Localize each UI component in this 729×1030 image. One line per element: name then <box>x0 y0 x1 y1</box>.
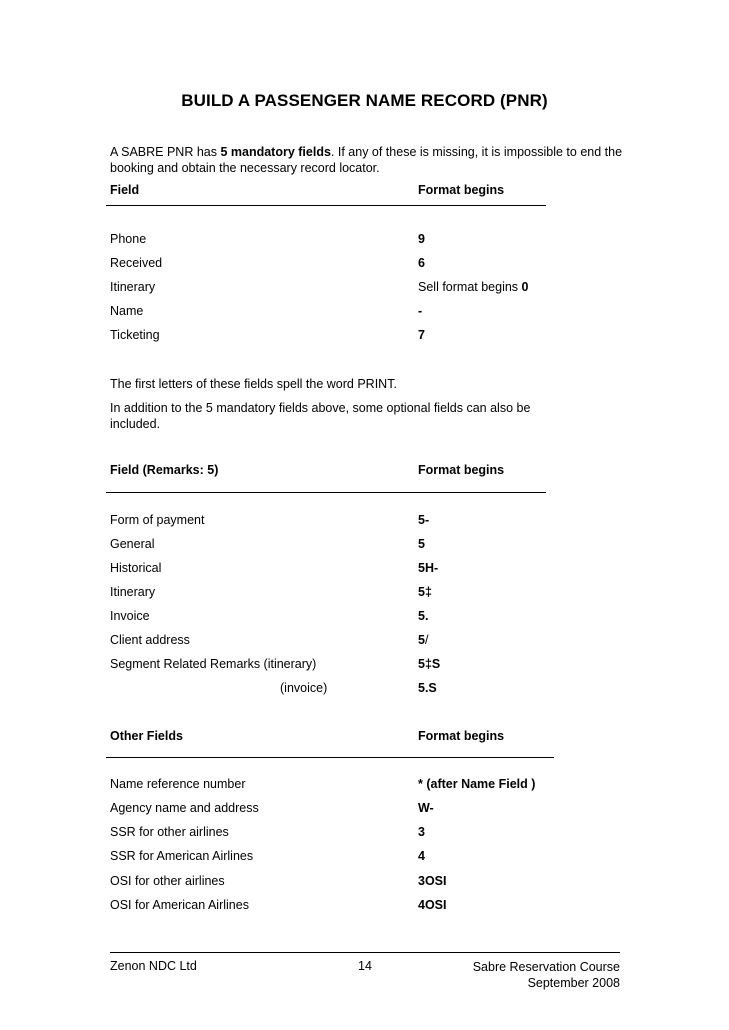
remarks-header <box>110 463 550 481</box>
table-row <box>110 232 550 250</box>
row-field: SSR for other airlines <box>110 825 229 839</box>
row-format: 5. <box>418 609 429 623</box>
row-format: 5H- <box>418 561 439 575</box>
footer-date: September 2008 <box>527 976 620 990</box>
table-row <box>110 256 550 274</box>
row-field: Name <box>110 304 144 318</box>
table-row <box>110 328 550 346</box>
other-header-field: Other Fields <box>110 729 183 743</box>
row-format: 4 <box>418 849 425 863</box>
row-field: Phone <box>110 232 147 246</box>
remarks-header-field: Field (Remarks: 5) <box>110 463 219 477</box>
table-row <box>110 304 550 322</box>
row-format: 6 <box>418 256 425 270</box>
note-optional: In addition to the 5 mandatory fields above, some optional fields can also be included. <box>110 401 531 431</box>
footer-company: Zenon NDC Ltd <box>110 959 197 973</box>
row-field: Name reference number <box>110 777 246 791</box>
table-row <box>110 849 550 867</box>
table-row <box>110 513 550 531</box>
table-row <box>110 801 550 819</box>
table-row <box>110 609 550 627</box>
row-field: Invoice <box>110 609 150 623</box>
row-format: 5 <box>418 537 425 551</box>
row-field: General <box>110 537 155 551</box>
row-format: 3OSI <box>418 874 447 888</box>
table-row <box>110 874 550 892</box>
row-field: Itinerary <box>110 585 156 599</box>
mandatory-header-rule <box>106 205 546 206</box>
row-field: SSR for American Airlines <box>110 849 254 863</box>
row-format-prefix: Sell format begins <box>418 280 522 294</box>
mandatory-header-format: Format begins <box>418 183 505 197</box>
row-field: (invoice) <box>280 681 328 695</box>
intro-text-start: A SABRE PNR has <box>110 145 221 159</box>
row-field: Historical <box>110 561 162 575</box>
row-format: 7 <box>418 328 425 342</box>
row-format: * (after Name Field ) <box>418 777 536 791</box>
page-number: 14 <box>358 959 372 973</box>
mandatory-header-field: Field <box>110 183 140 197</box>
row-format: 5.S <box>418 681 437 695</box>
footer-course-info <box>473 959 620 991</box>
row-field: OSI for other airlines <box>110 874 225 888</box>
row-field: Itinerary <box>110 280 156 294</box>
table-row <box>110 585 550 603</box>
remarks-header-rule <box>106 492 546 493</box>
row-format: 5‡ <box>418 585 432 599</box>
table-row <box>110 898 550 916</box>
table-row <box>110 681 550 699</box>
row-field: Segment Related Remarks (itinerary) <box>110 657 317 671</box>
other-header-format: Format begins <box>418 729 505 743</box>
row-field: Agency name and address <box>110 801 259 815</box>
row-format: 5‡S <box>418 657 441 671</box>
row-format-suffix: / <box>424 633 429 647</box>
row-format-code: 5 <box>418 633 425 647</box>
intro-text-end: . If any of these is missing, it is impossible to end the booking and obtain the necessary record locator. <box>110 145 623 175</box>
table-row <box>110 537 550 555</box>
other-header <box>110 729 550 747</box>
intro-paragraph <box>110 144 630 176</box>
table-row <box>110 280 550 298</box>
row-format <box>418 633 428 647</box>
footer-course: Sabre Reservation Course <box>472 960 620 974</box>
mandatory-header <box>110 183 550 201</box>
table-row <box>110 825 550 843</box>
table-row <box>110 633 550 651</box>
row-field: Received <box>110 256 163 270</box>
table-row <box>110 561 550 579</box>
row-format: W- <box>418 801 434 815</box>
row-field: Ticketing <box>110 328 160 342</box>
page-title: BUILD A PASSENGER NAME RECORD (PNR) <box>181 91 548 110</box>
row-field: OSI for American Airlines <box>110 898 249 912</box>
remarks-header-format: Format begins <box>418 463 505 477</box>
row-format <box>418 280 528 294</box>
row-format: 9 <box>418 232 425 246</box>
page-footer <box>110 952 620 990</box>
row-format: 4OSI <box>418 898 447 912</box>
intro-bold-text: 5 mandatory fields <box>220 145 331 159</box>
row-field: Form of payment <box>110 513 205 527</box>
table-row <box>110 777 550 795</box>
row-format-code: 0 <box>521 280 529 294</box>
row-field: Client address <box>110 633 190 647</box>
row-format: - <box>418 304 423 318</box>
note-print: The first letters of these fields spell the word PRINT. <box>110 377 397 391</box>
row-format: 3 <box>418 825 425 839</box>
other-header-rule <box>106 757 554 758</box>
table-row <box>110 657 550 675</box>
row-format: 5- <box>418 513 430 527</box>
